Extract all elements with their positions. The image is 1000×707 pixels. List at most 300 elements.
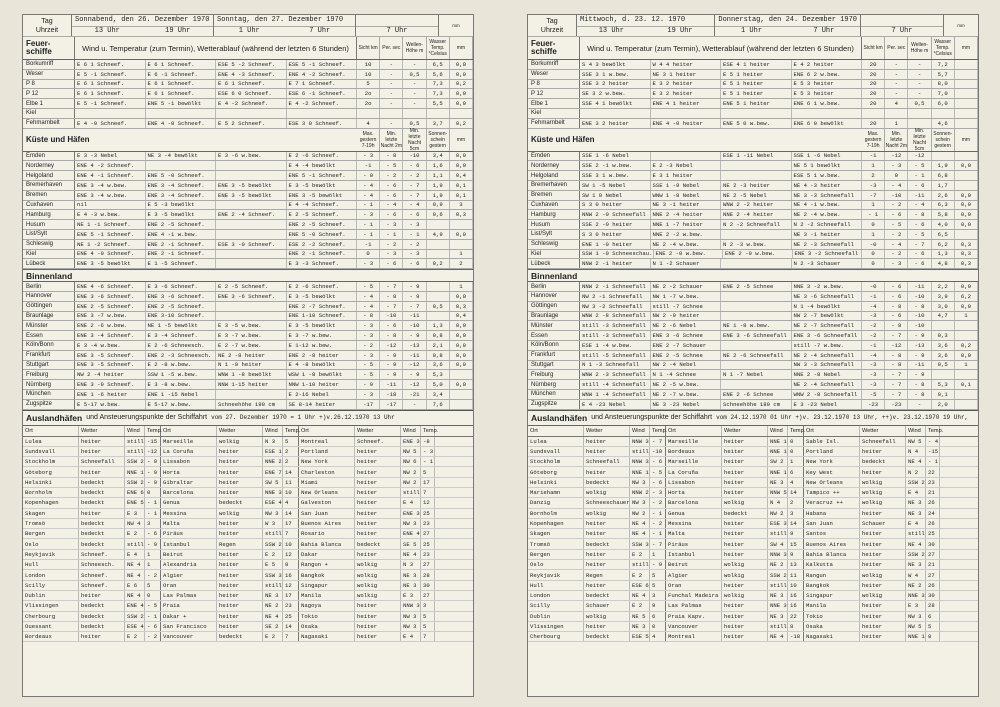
port-cell: Montreal bbox=[299, 437, 355, 446]
observation-cell: NE 1 -5 bewölkt bbox=[146, 321, 217, 330]
port-cell: heiter bbox=[584, 467, 630, 476]
station-name: München bbox=[23, 390, 75, 399]
measure-cell: - 9 bbox=[403, 370, 426, 379]
measurements bbox=[862, 282, 978, 291]
measurements bbox=[357, 99, 473, 108]
port-cell: 23 bbox=[421, 519, 435, 528]
port-cell: - 9 bbox=[145, 539, 161, 548]
observation-cell: E 1-12 w.bew. bbox=[287, 341, 358, 350]
col-min5: Min. letzte Nacht 5cm bbox=[908, 129, 931, 151]
measure-cell: 0,3 bbox=[955, 259, 978, 268]
port-cell: still bbox=[403, 489, 420, 497]
measurements bbox=[357, 341, 473, 350]
date-1: Mittwoch, d. 23. 12. 1970 bbox=[580, 16, 686, 24]
station-row bbox=[528, 161, 978, 171]
measure-cell: -3 bbox=[862, 361, 885, 370]
port-cell: 11 bbox=[788, 570, 804, 579]
port-cell: NE 4 bbox=[630, 529, 650, 538]
station-row bbox=[23, 331, 473, 341]
observations bbox=[580, 341, 862, 350]
observation-cell: NNE 3 -2 w.bew. bbox=[792, 282, 863, 291]
port-cell: 23 bbox=[283, 601, 299, 610]
measure-cell: -12 bbox=[885, 152, 908, 161]
auslandhaefen-sub: und Ansteuerungspunkte der Schiffahrt bbox=[86, 414, 208, 421]
port-cell: ENE 4 bbox=[127, 602, 144, 610]
observation-cell bbox=[75, 109, 146, 118]
observations bbox=[75, 250, 357, 259]
port-cell: 15 bbox=[788, 539, 804, 548]
port-row bbox=[23, 509, 473, 519]
port-cell: W 3 bbox=[263, 519, 283, 528]
measure-cell: - 8 bbox=[885, 351, 908, 360]
measure-cell: - bbox=[403, 400, 426, 409]
observation-cell bbox=[216, 259, 287, 268]
observation-cell: E 3 1 heiter bbox=[651, 171, 722, 180]
port-cell: heiter bbox=[584, 519, 630, 528]
tag-label: Tag bbox=[41, 17, 53, 25]
observation-cell: N 1 -9 heiter bbox=[216, 361, 287, 370]
measure-cell: -10 bbox=[908, 321, 931, 330]
measure-cell: 5,8 bbox=[932, 210, 955, 219]
tag-uhrzeit-cell bbox=[23, 15, 72, 36]
measure-cell: 3,7 bbox=[427, 119, 450, 128]
observation-cell: E 3 2 heiter bbox=[651, 89, 722, 98]
observations bbox=[580, 109, 862, 118]
measure-cell: - 5 bbox=[357, 282, 380, 291]
port-cell: wolkig bbox=[355, 570, 401, 579]
col-wetter: Wetter bbox=[217, 426, 263, 436]
port-cell: 14 bbox=[283, 467, 299, 476]
observation-cell: SSE 3 1 w.bew. bbox=[580, 171, 651, 180]
observations bbox=[75, 282, 357, 291]
port-cell: - 6 bbox=[145, 622, 161, 631]
col-temp: Temp. bbox=[652, 427, 668, 434]
measure-cell bbox=[955, 230, 978, 239]
observation-cell: ENE 3 -2 Schneefall bbox=[793, 250, 863, 259]
station-row bbox=[528, 259, 978, 269]
measure-cell: 1 bbox=[450, 282, 473, 291]
port-cell: heiter bbox=[355, 622, 401, 631]
port-cell: 25 bbox=[926, 529, 940, 538]
measure-cell: 2o bbox=[357, 99, 380, 108]
port-cell: 1 bbox=[145, 550, 161, 559]
port-cell: Montreal bbox=[666, 632, 722, 641]
observation-cell: ENE 3 -5 Schneef. bbox=[75, 361, 146, 370]
observation-cell: E 3 -6 w.bew. bbox=[216, 152, 287, 161]
port-row bbox=[528, 498, 978, 508]
observation-cell: NE 3 -23 Nebel bbox=[651, 400, 722, 409]
observations bbox=[580, 161, 862, 170]
port-cell: heiter bbox=[355, 601, 401, 610]
observations bbox=[75, 119, 357, 128]
port-cell: Praia Kapv. bbox=[666, 612, 722, 621]
port-cell: London bbox=[528, 591, 584, 600]
port-cell: 27 bbox=[926, 550, 940, 559]
port-cell: E 4 bbox=[906, 488, 926, 497]
col-ort: Ort bbox=[23, 426, 79, 436]
port-cell: heiter bbox=[860, 612, 906, 621]
observation-cell: NW 2 -1 Schneefall bbox=[580, 292, 651, 301]
port-cell: ESE 6 bbox=[632, 581, 649, 589]
observations bbox=[580, 201, 862, 210]
port-row bbox=[528, 457, 978, 467]
port-cell: 5 bbox=[421, 467, 435, 476]
measure-cell: 1,1 bbox=[427, 171, 450, 180]
observation-cell: ENE 2 -6 Schnee bbox=[721, 390, 792, 399]
measure-cell: 0,0 bbox=[450, 292, 473, 301]
observation-cell: NE 2 -5 w.bew. bbox=[651, 380, 722, 389]
measure-cell: 20 bbox=[862, 70, 885, 79]
port-cell: heiter bbox=[860, 447, 906, 456]
measure-cell: 0,3 bbox=[955, 250, 978, 259]
observation-cell: NE 2 -5 Nebel bbox=[721, 191, 792, 200]
port-cell: Malta bbox=[161, 519, 217, 528]
measurements bbox=[862, 60, 978, 69]
observation-cell: E 3 -8 w.bew. bbox=[146, 380, 217, 389]
measure-cell: - 6 bbox=[380, 181, 403, 190]
port-cell: Bergen bbox=[23, 529, 79, 538]
measure-cell: 1 bbox=[862, 230, 885, 239]
observation-cell: ENE 3 -5 bewölkt bbox=[287, 191, 358, 200]
measure-cell: - 9 bbox=[908, 351, 931, 360]
port-cell: - 7 bbox=[650, 539, 666, 548]
port-cell: Dublin bbox=[23, 591, 79, 600]
observation-cell: S 3 0 heiter bbox=[580, 230, 651, 239]
port-cell: Kopenhagen bbox=[23, 498, 79, 507]
measure-cell: 0,0 bbox=[450, 99, 473, 108]
measure-cell: 0,2 bbox=[450, 80, 473, 89]
observation-cell: ENE 2 -1 Schneef. bbox=[146, 240, 217, 249]
station-row bbox=[23, 302, 473, 312]
port-cell: bedeckt bbox=[217, 498, 263, 507]
observation-cell: NE 2 -4 Schneefall bbox=[792, 351, 863, 360]
station-name: Lübeck bbox=[23, 259, 75, 268]
port-cell: bedeckt bbox=[79, 498, 125, 507]
port-cell: Danzig bbox=[528, 498, 584, 507]
port-cell: NW 2 bbox=[401, 467, 421, 476]
observations bbox=[75, 230, 357, 239]
observation-cell: still -7 w.bew. bbox=[792, 341, 863, 350]
port-cell: 3 bbox=[421, 601, 435, 610]
measure-cell: -10 bbox=[380, 312, 403, 321]
station-name: Stuttgart bbox=[23, 361, 75, 370]
measure-cell: - 3 bbox=[403, 250, 426, 259]
col-wetter: Wetter bbox=[79, 426, 125, 436]
observations bbox=[580, 210, 862, 219]
observation-cell: NNE 2 -4 heiter bbox=[651, 210, 722, 219]
measure-cell: 1 bbox=[955, 312, 978, 321]
port-cell: E 2 bbox=[630, 570, 650, 579]
measure-cell: 0,0 bbox=[955, 351, 978, 360]
port-cell: NE 3 bbox=[906, 509, 926, 518]
observation-cell: ENE 2 -4 Schneef. bbox=[216, 210, 287, 219]
port-cell: NNE 2 bbox=[265, 458, 282, 466]
station-name: Freiburg bbox=[528, 370, 580, 379]
port-cell: heiter bbox=[355, 632, 401, 641]
port-cell: heiter bbox=[79, 467, 125, 476]
observation-cell bbox=[216, 250, 287, 259]
measure-cell: - 3 bbox=[885, 259, 908, 268]
date-box-2 bbox=[214, 15, 356, 36]
date-cells bbox=[72, 15, 439, 36]
observation-cell: ENE 3 -9 Schneef. bbox=[75, 380, 146, 389]
measure-cell: - 7 bbox=[885, 380, 908, 389]
observation-cell: E 6 1 Schneef. bbox=[75, 60, 146, 69]
measure-cell: 3,6 bbox=[427, 361, 450, 370]
station-row bbox=[23, 250, 473, 260]
port-cell: Vlissingen bbox=[23, 601, 79, 610]
station-row bbox=[528, 99, 978, 109]
measure-cell: 1,9 bbox=[427, 181, 450, 190]
observation-cell: E 3 -5 bewölkt bbox=[287, 321, 358, 330]
port-cell: 5 bbox=[145, 581, 161, 590]
binnenland-header bbox=[23, 269, 473, 282]
port-cell: Santos bbox=[804, 529, 860, 538]
measure-cell bbox=[955, 181, 978, 190]
measure-cols bbox=[862, 37, 978, 59]
port-cell: SE 5 bbox=[401, 539, 421, 548]
port-cell: NW 3 bbox=[630, 498, 650, 507]
observation-cell: ENE 2 -6 w.bew. bbox=[75, 321, 146, 330]
measurements bbox=[862, 70, 978, 79]
port-cell: bedeckt bbox=[79, 612, 125, 621]
port-cell: Key West bbox=[804, 467, 860, 476]
observation-cell: E 3 -3 Nebel bbox=[75, 152, 146, 161]
port-cell: - 2 bbox=[145, 570, 161, 579]
observation-cell: NW 2 -7 bewölkt bbox=[792, 312, 863, 321]
measure-cell: 4 bbox=[885, 99, 908, 108]
measurements bbox=[862, 259, 978, 268]
port-cell: NE 4 bbox=[125, 591, 145, 600]
port-cell: San Juan bbox=[804, 519, 860, 528]
station-name: Lübeck bbox=[528, 259, 580, 268]
port-row bbox=[23, 550, 473, 560]
observation-cell: E 6 1 Schneef. bbox=[75, 89, 146, 98]
port-cell: E 2 bbox=[263, 632, 283, 641]
observation-cell: E 6 1 Schneef. bbox=[75, 80, 146, 89]
port-cell: 26 bbox=[926, 581, 940, 590]
measure-cell: - 8 bbox=[885, 321, 908, 330]
date-2: Donnerstag, den 24. Dezember 1970 bbox=[718, 16, 857, 24]
station-row bbox=[528, 292, 978, 302]
port-cell: heiter bbox=[355, 457, 401, 466]
measure-cell: -1 bbox=[357, 240, 380, 249]
ports-col-header bbox=[528, 426, 978, 437]
port-cell: SSW 3 bbox=[265, 571, 282, 579]
port-cell: Veracruz ++ bbox=[804, 498, 860, 507]
measure-cell: 5 bbox=[357, 80, 380, 89]
station-row bbox=[23, 99, 473, 109]
measure-cell: 20 bbox=[862, 80, 885, 89]
observations bbox=[580, 390, 862, 399]
measure-cell: - bbox=[908, 70, 931, 79]
observation-cell: NW 2 -4 Nebel bbox=[651, 361, 722, 370]
station-name: Hannover bbox=[528, 292, 580, 301]
unit-col bbox=[944, 15, 978, 36]
port-cell: 12 bbox=[283, 581, 299, 590]
measurements bbox=[862, 312, 978, 321]
observation-cell: NW 2 -9 heiter bbox=[651, 312, 722, 321]
observation-cell: ENE 5 -0 Schneef. bbox=[287, 230, 358, 239]
measure-cell: 3,9 bbox=[932, 292, 955, 301]
measure-cell bbox=[955, 400, 978, 409]
port-cell: ENE 4 bbox=[403, 530, 420, 538]
measure-cols bbox=[357, 37, 473, 59]
observation-cell: ENE 2 -1 Schneef. bbox=[287, 250, 358, 259]
measure-cell: 3,0 bbox=[932, 302, 955, 311]
observation-cell: E 5-17 w.bew. bbox=[75, 400, 146, 409]
port-row bbox=[528, 437, 978, 447]
port-cell: Tampico ++ bbox=[804, 488, 860, 497]
measure-cell: - 6 bbox=[908, 220, 931, 229]
observation-cell: ENE 1 -6 heiter bbox=[75, 390, 146, 399]
port-cell: heiter bbox=[355, 550, 401, 559]
observation-cell: NNW 1-10 heiter bbox=[287, 380, 358, 389]
time-label: 13 Uhr bbox=[598, 27, 624, 36]
measurements bbox=[357, 161, 473, 170]
measurements bbox=[862, 240, 978, 249]
port-cell: heiter bbox=[217, 519, 263, 528]
port-cell: N 2 bbox=[906, 467, 926, 476]
port-cell: - 6 bbox=[650, 478, 666, 487]
measure-cell: 1,3 bbox=[932, 250, 955, 259]
measurements bbox=[357, 70, 473, 79]
measure-cell: 0,8 bbox=[427, 351, 450, 360]
observation-cell: ENE 2 -5 Schneef. bbox=[146, 302, 217, 311]
measurements bbox=[357, 361, 473, 370]
port-cell: NE 4 bbox=[630, 591, 650, 600]
station-row bbox=[528, 240, 978, 250]
observation-cell: ENE 5 1 heiter bbox=[721, 99, 792, 108]
port-cell: 27 bbox=[421, 529, 435, 538]
measure-cell bbox=[932, 321, 955, 330]
measure-cell: -2 bbox=[862, 321, 885, 330]
observation-cell: E 5-17 w.bew. bbox=[146, 400, 217, 409]
port-cell: NNE 1 bbox=[908, 633, 925, 641]
observation-cell: ENE 3 2 heiter bbox=[580, 119, 651, 128]
port-cell: 12 bbox=[283, 550, 299, 559]
measure-cell: 3,6 bbox=[932, 351, 955, 360]
measure-cell: - bbox=[908, 80, 931, 89]
temp-cols bbox=[357, 129, 473, 151]
observation-cell: NE 2 -3 heiter bbox=[721, 181, 792, 190]
measure-cell: 1 bbox=[885, 119, 908, 128]
observations bbox=[75, 331, 357, 340]
measure-cell: 0,1 bbox=[932, 390, 955, 399]
measurements bbox=[357, 80, 473, 89]
port-cell: W 4 bbox=[906, 570, 926, 579]
measurements bbox=[862, 292, 978, 301]
port-cell: ENE 7 bbox=[265, 468, 282, 476]
station-row bbox=[528, 191, 978, 201]
measure-cell: 3,6 bbox=[932, 341, 955, 350]
measure-cell: 6,2 bbox=[932, 240, 955, 249]
measurements bbox=[357, 109, 473, 118]
measure-cell bbox=[955, 171, 978, 180]
measure-cell: - 5 bbox=[885, 220, 908, 229]
port-cell: 7 bbox=[283, 529, 299, 538]
station-name: Borkumriff bbox=[528, 60, 580, 69]
port-cell: SSW 2 bbox=[770, 571, 787, 579]
port-cell: heiter bbox=[722, 519, 768, 528]
port-cell: Regen bbox=[217, 539, 263, 548]
measure-cell: 4,6 bbox=[932, 119, 955, 128]
observations bbox=[75, 380, 357, 389]
observations bbox=[580, 302, 862, 311]
observation-cell: E 4 -23 Nebel bbox=[580, 400, 651, 409]
measurements bbox=[357, 191, 473, 200]
port-row bbox=[23, 632, 473, 642]
measure-cell bbox=[450, 390, 473, 399]
observation-cell: ENE 3 -6 Schneefall bbox=[721, 331, 792, 340]
observation-cell: ENE 3 -7 w.bew. bbox=[75, 312, 146, 321]
observation-cell bbox=[721, 292, 792, 301]
port-cell: NE 4 bbox=[125, 570, 145, 579]
port-cell: Göteborg bbox=[23, 467, 79, 476]
port-cell: NE 3 bbox=[768, 591, 788, 600]
measure-cell: - 4 bbox=[357, 191, 380, 200]
port-cell: 4 bbox=[283, 498, 299, 507]
measurements bbox=[357, 89, 473, 98]
port-cell: Bordeaux bbox=[666, 447, 722, 456]
observation-cell: E 3 2 heiter bbox=[651, 80, 722, 89]
measurements bbox=[862, 302, 978, 311]
observation-cell: E 5 -1 Schneef. bbox=[75, 99, 146, 108]
port-cell: SSW 2 bbox=[265, 540, 282, 548]
station-row bbox=[23, 341, 473, 351]
col-temp: Temp. bbox=[928, 427, 944, 434]
observation-cell: E 6 1 Schneef. bbox=[146, 60, 217, 69]
observations bbox=[580, 119, 862, 128]
port-cell: E 3 bbox=[125, 509, 145, 518]
port-cell: bedeckt bbox=[355, 539, 401, 548]
measure-cell bbox=[427, 312, 450, 321]
measure-cell: - 6 bbox=[885, 282, 908, 291]
port-cell: E 5 bbox=[263, 560, 283, 569]
measure-cell: - 6 bbox=[908, 250, 931, 259]
port-cell: 0 bbox=[788, 447, 804, 456]
port-cell: NNE 3 bbox=[908, 592, 925, 600]
port-cell: NW 2 bbox=[401, 478, 421, 487]
port-cell: 28 bbox=[926, 601, 940, 610]
observation-cell: ENE 3 -4 Schneef. bbox=[75, 331, 146, 340]
port-cell: SW 4 bbox=[768, 539, 788, 548]
measurements bbox=[862, 370, 978, 379]
port-cell: Schneef. bbox=[79, 581, 125, 590]
port-cell: E 2 bbox=[125, 632, 145, 641]
time-label: 1 Uhr bbox=[741, 27, 763, 36]
port-cell: ESE 4 bbox=[127, 622, 144, 630]
kueste-title: Küste und Häfen bbox=[26, 134, 90, 144]
port-cell: wolkig bbox=[722, 498, 768, 507]
observation-cell: SSE 1 -6 Nebel bbox=[580, 152, 651, 161]
measure-cell: - 6 bbox=[403, 210, 426, 219]
measure-cell: - 3 bbox=[380, 220, 403, 229]
binnenland-header bbox=[528, 269, 978, 282]
measure-cell: - 6 bbox=[380, 259, 403, 268]
port-cell: Genua bbox=[666, 509, 722, 518]
measure-cell: - 2 bbox=[357, 341, 380, 350]
port-cell: heiter bbox=[217, 612, 263, 621]
station-name: Hamburg bbox=[23, 210, 75, 219]
measure-cell: 8,0 bbox=[932, 80, 955, 89]
measure-cell: -12 bbox=[380, 341, 403, 350]
port-cell: heiter bbox=[860, 539, 906, 548]
auslandhaefen-header bbox=[23, 410, 473, 426]
port-row bbox=[23, 560, 473, 570]
station-row bbox=[528, 70, 978, 80]
port-cell: still bbox=[770, 530, 787, 538]
